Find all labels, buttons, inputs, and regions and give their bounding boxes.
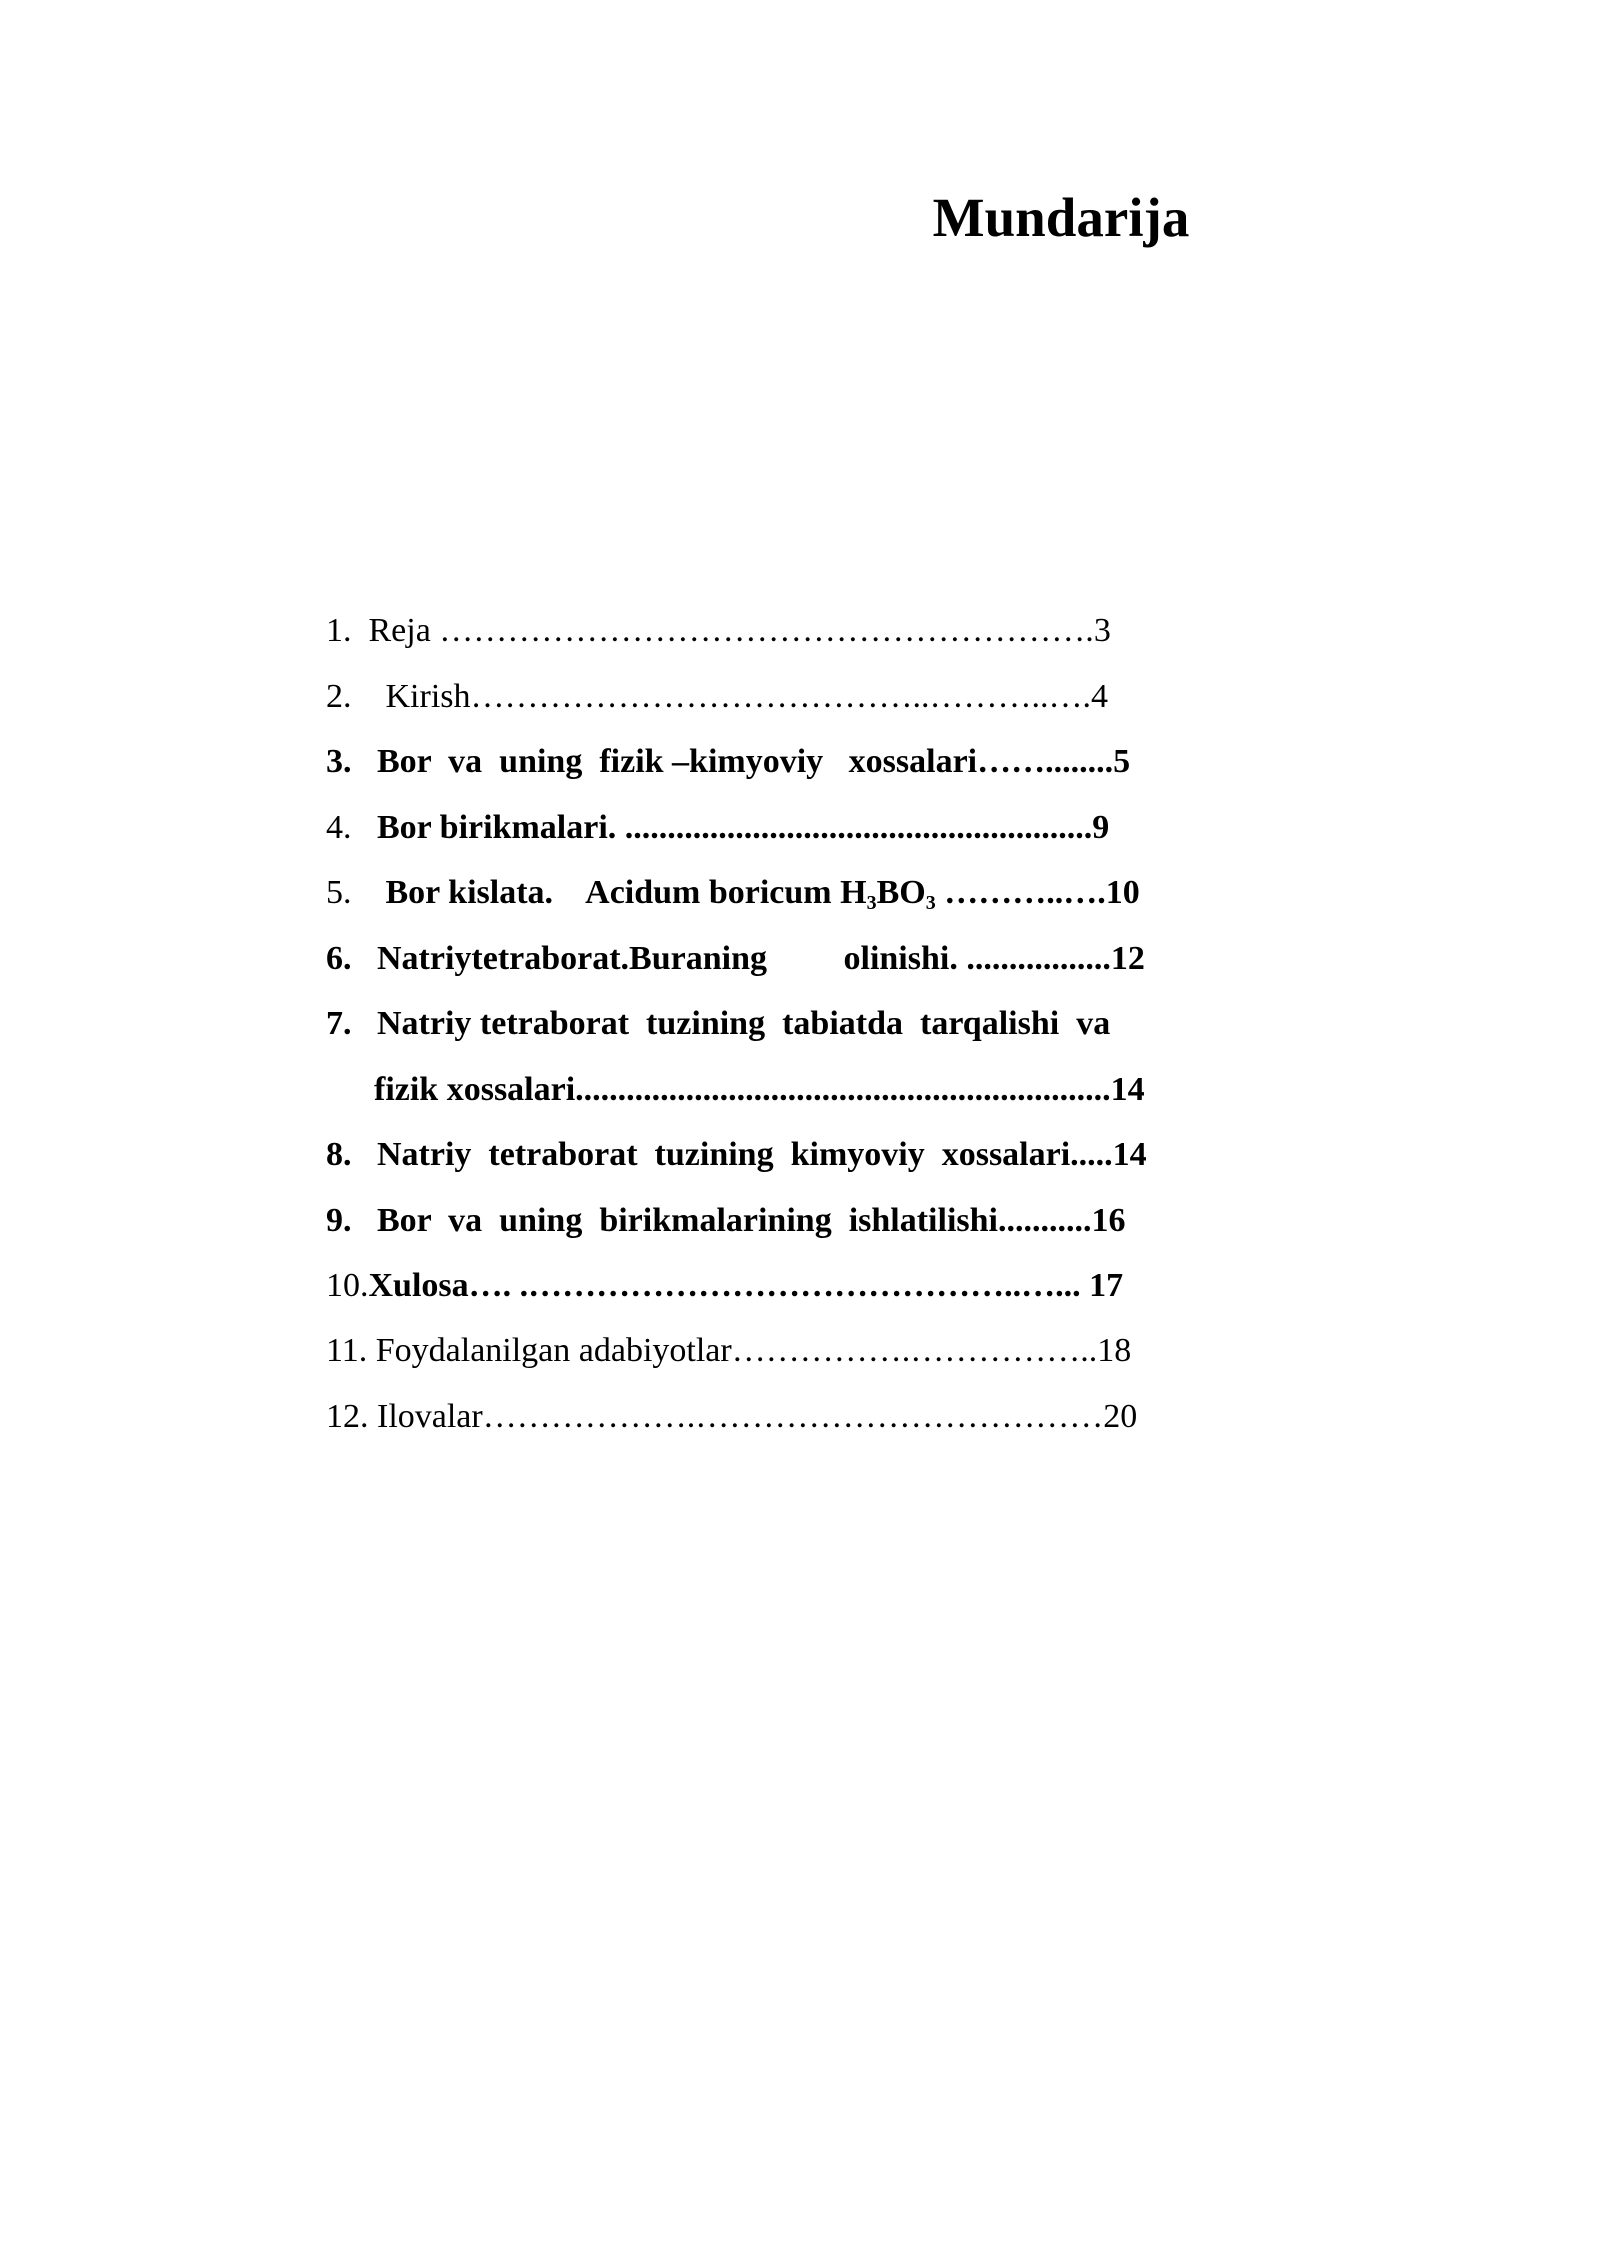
toc-text: Ilovalar……………….………………………………: [368, 1398, 1104, 1435]
toc-number: 4.: [326, 809, 352, 846]
toc-text: Bor va uning birikmalarining ishlatilishi...........: [351, 1202, 1092, 1239]
toc-entry-7-continuation: [374, 1070, 1145, 1110]
toc-entry-12: [326, 1397, 1137, 1437]
toc-page-number: 14: [1110, 1071, 1145, 1108]
toc-page-number: 3: [1093, 612, 1111, 649]
toc-text: Natriytetraborat.Buraning olinishi. .................: [351, 940, 1111, 977]
toc-text: Natriy tetraborat tuzining kimyoviy xossalari.....: [351, 1136, 1113, 1173]
toc-entry-3: [326, 742, 1130, 782]
toc-entry-7: [326, 1004, 1110, 1044]
toc-page-number: 18: [1097, 1332, 1132, 1369]
toc-page-number: 10: [1105, 874, 1140, 911]
toc-number: 1.: [326, 612, 352, 649]
toc-subscript: 3: [925, 892, 936, 914]
toc-page-number: 16: [1091, 1202, 1126, 1239]
toc-page-number: 9: [1092, 809, 1110, 846]
toc-text: fizik xossalari...............................................................: [374, 1071, 1111, 1108]
toc-number: 9.: [326, 1202, 352, 1239]
toc-entry-4: [326, 808, 1109, 848]
toc-text: BO: [876, 874, 926, 911]
toc-text: Bor va uning fizik –kimyoviy xossalari……........: [351, 743, 1114, 780]
page-title: Mundarija: [932, 187, 1190, 248]
toc-subscript: 3: [866, 892, 877, 914]
toc-entry-5: [326, 873, 1140, 913]
toc-page-number: 12: [1110, 940, 1145, 977]
toc-text: Bor birikmalari. .......................................................: [351, 809, 1093, 846]
toc-text: Kirish…………………………………..………..….: [351, 678, 1091, 715]
toc-entry-8: [326, 1135, 1147, 1175]
toc-entry-6: [326, 939, 1145, 979]
toc-number: 8.: [326, 1136, 352, 1173]
toc-entry-1: [326, 611, 1111, 651]
toc-number: 11.: [326, 1332, 368, 1369]
toc-text: Foydalanilgan adabiyotlar…………….……………..: [367, 1332, 1098, 1369]
toc-number: 7.: [326, 1005, 352, 1042]
toc-number: 5.: [326, 874, 352, 911]
toc-text: ………..….: [935, 874, 1106, 911]
toc-entry-2: [326, 677, 1108, 717]
toc-entry-11: [326, 1331, 1131, 1371]
toc-entry-9: [326, 1201, 1125, 1241]
toc-page-number: 4: [1091, 678, 1108, 715]
toc-entry-10: [326, 1266, 1123, 1306]
toc-page-number: 20: [1103, 1398, 1138, 1435]
toc-page-number: 17: [1080, 1267, 1124, 1304]
toc-number: 12.: [326, 1398, 369, 1435]
toc-number: 2.: [326, 678, 352, 715]
toc-number: 6.: [326, 940, 352, 977]
toc-number: 10.: [326, 1267, 369, 1304]
toc-text: Natriy tetraborat tuzining tabiatda tarqalishi va: [351, 1005, 1111, 1042]
toc-text: Bor kislata. Acidum boricum H: [351, 874, 867, 911]
toc-number: 3.: [326, 743, 352, 780]
toc-page-number: 5: [1113, 743, 1131, 780]
toc-page-number: 14: [1112, 1136, 1147, 1173]
toc-text: Xulosa…. .……………………………………..…...: [368, 1267, 1081, 1304]
toc-text: Reja ………………………………………………….: [351, 612, 1094, 649]
